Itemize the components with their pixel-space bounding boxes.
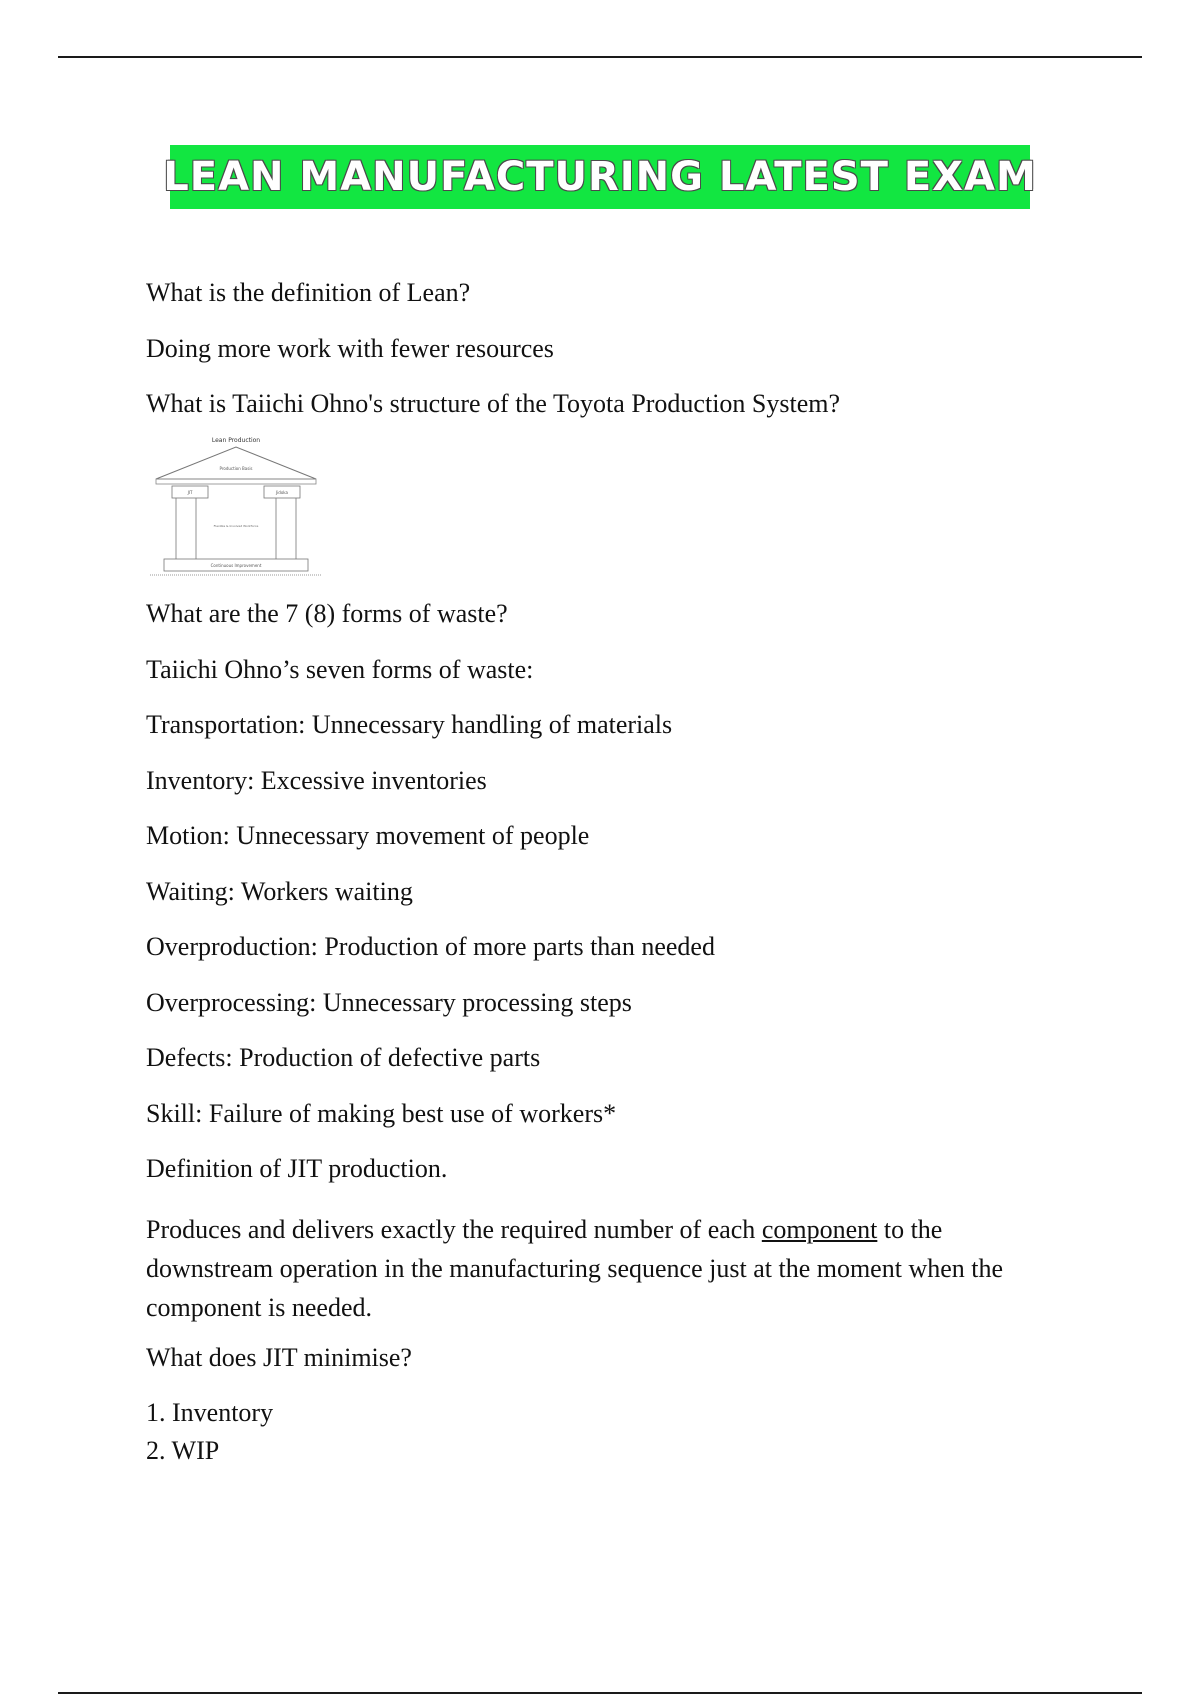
question-tps-structure: What is Taiichi Ohno's structure of the Toyota Production System? [146, 389, 841, 418]
diagram-ribbon-label: Production Basis [219, 466, 253, 471]
answer-jit-text-2: to the downstream operation in the manufacturing sequence just at the moment when the component is needed. [146, 1214, 1004, 1322]
bottom-rule [58, 1692, 1142, 1694]
diagram-left-label: JIT [187, 490, 193, 495]
waste-item: Overproduction: Production of more parts than needed [146, 932, 715, 961]
waste-item: Skill: Failure of making best use of workers* [146, 1098, 617, 1128]
diagram-roof-label: Lean Production [211, 437, 261, 444]
answer-jit-definition [146, 1210, 1046, 1327]
title-banner [163, 145, 1037, 209]
question-jit-minimise: What does JIT minimise? [146, 1342, 412, 1372]
waste-item: Overprocessing: Unnecessary processing steps [146, 987, 632, 1017]
waste-item: Waiting: Workers waiting [146, 876, 413, 906]
diagram-right-label: Jidoka [276, 490, 288, 495]
waste-item: Inventory: Excessive inventories [146, 765, 487, 795]
jit-minimise-item: 2. WIP [146, 1436, 220, 1465]
waste-item: Defects: Production of defective parts [146, 1043, 541, 1072]
question-forms-of-waste: What are the 7 (8) forms of waste? [146, 599, 508, 628]
top-rule [58, 56, 1142, 58]
document-title: LEAN MANUFACTURING LATEST EXAM [163, 154, 1037, 200]
answer-waste-intro: Taiichi Ohno’s seven forms of waste: [146, 654, 534, 684]
component-link[interactable]: component [761, 1214, 878, 1244]
diagram-ribbon [156, 479, 316, 484]
waste-item: Motion: Unnecessary movement of people [146, 821, 590, 850]
waste-item: Transportation: Unnecessary handling of materials [146, 710, 673, 739]
diagram-roof [156, 447, 316, 479]
diagram-middle-label: Flexible & Involved Workforce [213, 524, 259, 528]
diagram-foundation-label: Continuous Improvement [210, 563, 262, 568]
tps-house-diagram [146, 431, 326, 581]
question-jit-definition: Definition of JIT production. [146, 1154, 448, 1183]
answer-definition-lean: Doing more work with fewer resources [146, 333, 554, 363]
jit-minimise-item: 1. Inventory [146, 1398, 274, 1427]
question-definition-lean: What is the definition of Lean? [146, 278, 471, 307]
answer-jit-text-1: Produces and delivers exactly the required number of each [146, 1214, 762, 1244]
document-body [146, 278, 1046, 1474]
